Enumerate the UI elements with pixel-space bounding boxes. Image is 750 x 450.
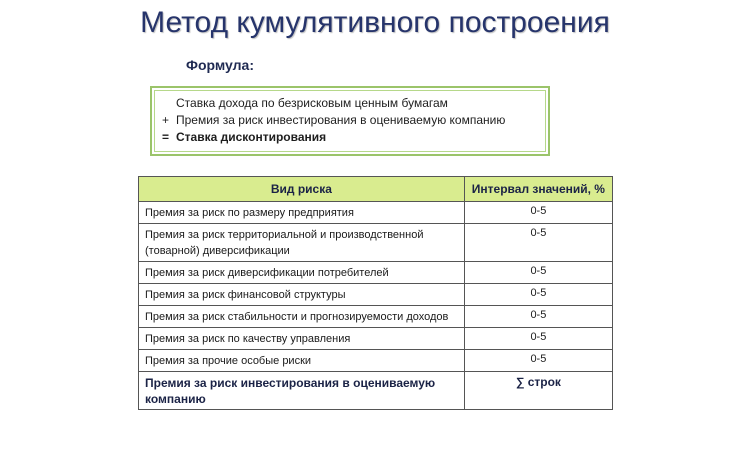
risk-name: Премия за риск стабильности и прогнозируемости доходов	[139, 306, 465, 328]
table-total-row	[139, 372, 613, 410]
column-header-interval: Интервал значений, %	[464, 177, 612, 202]
table-row	[139, 224, 613, 262]
formula-line-result	[162, 130, 326, 144]
formula-operator: +	[162, 113, 170, 127]
total-name: Премия за риск инвестирования в оцениваемую компанию	[139, 372, 465, 410]
risk-name: Премия за прочие особые риски	[139, 350, 465, 372]
risk-interval: 0-5	[464, 328, 612, 350]
total-value: ∑ строк	[464, 372, 612, 410]
risk-interval: 0-5	[464, 284, 612, 306]
table-row	[139, 202, 613, 224]
formula-operator: =	[162, 130, 170, 144]
risk-name: Премия за риск по качеству управления	[139, 328, 465, 350]
table-header-row	[139, 177, 613, 202]
table-row	[139, 350, 613, 372]
table-row	[139, 284, 613, 306]
table-row	[139, 306, 613, 328]
formula-line-base	[162, 96, 448, 110]
column-header-risk-type: Вид риска	[139, 177, 465, 202]
risk-table	[138, 176, 613, 410]
table-row	[139, 328, 613, 350]
formula-box	[150, 86, 550, 156]
formula-text: Премия за риск инвестирования в оцениваемую компанию	[176, 113, 506, 127]
risk-interval: 0-5	[464, 306, 612, 328]
formula-line-premium	[162, 113, 505, 127]
risk-name: Премия за риск по размеру предприятия	[139, 202, 465, 224]
formula-text: Ставка дохода по безрисковым ценным бумагам	[176, 96, 448, 110]
formula-text: Ставка дисконтирования	[176, 130, 327, 144]
formula-label: Формула:	[186, 57, 254, 73]
risk-name: Премия за риск финансовой структуры	[139, 284, 465, 306]
risk-name: Премия за риск территориальной и производственной (товарной) диверсификации	[139, 224, 465, 262]
risk-interval: 0-5	[464, 224, 612, 262]
risk-name: Премия за риск диверсификации потребителей	[139, 262, 465, 284]
risk-interval: 0-5	[464, 202, 612, 224]
risk-interval: 0-5	[464, 262, 612, 284]
page-title: Метод кумулятивного построения	[140, 6, 610, 39]
risk-interval: 0-5	[464, 350, 612, 372]
table-row	[139, 262, 613, 284]
